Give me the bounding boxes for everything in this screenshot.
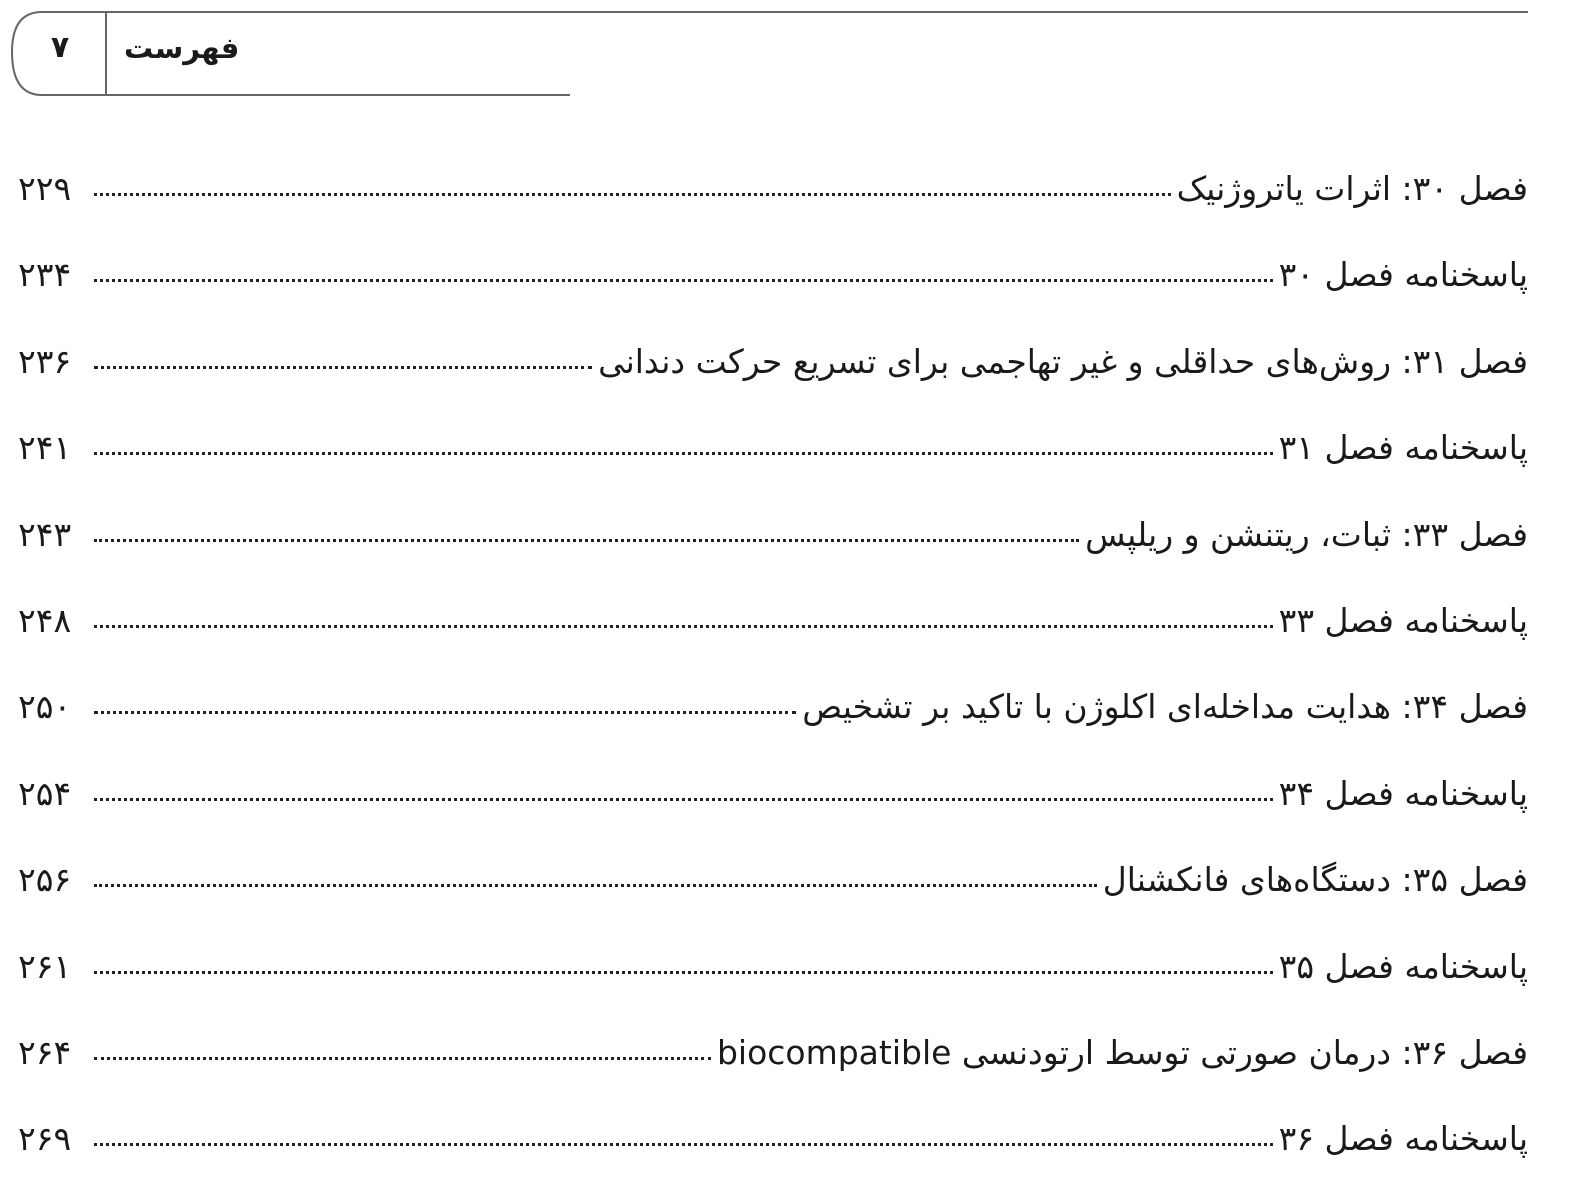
toc-entry-title: پاسخنامه فصل ۳۰ [1278,255,1528,295]
toc-entry-title: پاسخنامه فصل ۳۶ [1278,1119,1528,1159]
toc-entry-page: ۲۲۹ [18,169,72,208]
toc-entry[interactable] [18,399,1528,485]
toc-entry-title: فصل ۳۵: دستگاه‌های فانکشنال [1102,860,1528,900]
dot-leader [94,572,1273,632]
dot-leader [94,399,1273,459]
toc-entry[interactable] [18,1090,1528,1176]
toc-entry-page: ۲۳۴ [18,255,72,295]
toc-entry-page: ۲۴۱ [18,428,72,468]
section-title: فهرست [124,31,240,65]
toc-entry-title: پاسخنامه فصل ۳۳ [1278,600,1528,640]
dot-leader [94,918,1273,978]
toc-entry-title: فصل ۳۶: درمان صورتی توسط ارتودنسی biocompatible [716,1032,1528,1072]
toc-entry-page: ۲۶۴ [18,1032,72,1072]
toc-entry-page: ۲۴۸ [18,600,72,640]
toc-entry-title: پاسخنامه فصل ۳۵ [1278,946,1528,986]
dot-leader [94,486,1079,546]
toc-entry[interactable] [18,140,1528,226]
page-number: ۷ [50,30,70,65]
dot-leader [94,226,1273,286]
dot-leader [94,658,796,718]
dot-leader [94,745,1273,805]
running-header [0,0,1583,110]
toc-entry[interactable] [18,831,1528,917]
dot-leader [94,1090,1273,1150]
toc-entry[interactable] [18,658,1528,744]
toc-entry-page: ۲۵۰ [18,687,72,727]
toc-entry[interactable] [18,745,1528,831]
toc-entry-page: ۲۳۶ [18,341,72,381]
toc-entry[interactable] [18,313,1528,399]
toc-entry-title: فصل ۳۳: ثبات، ریتنشن و ریلپس [1085,514,1528,554]
toc-entry-page: ۲۶۱ [18,946,72,986]
dot-leader [94,831,1097,891]
toc-entry-title: فصل ۳۴: هدایت مداخله‌ای اکلوژن با تاکید بر تشخیص [802,687,1528,727]
toc-entry-title: فصل ۳۰: اثرات یاتروژنیک [1176,169,1528,208]
table-of-contents [18,140,1528,1177]
toc-entry[interactable] [18,918,1528,1004]
toc-entry[interactable] [18,486,1528,572]
toc-entry-title: فصل ۳۱: روش‌های حداقلی و غیر تهاجمی برای تسریع حرکت دندانی [598,341,1528,381]
toc-entry-title: پاسخنامه فصل ۳۴ [1278,773,1528,813]
toc-entry[interactable] [18,1004,1528,1090]
toc-entry[interactable] [18,572,1528,658]
dot-leader [94,313,592,373]
dot-leader [94,140,1171,200]
toc-entry[interactable] [18,226,1528,312]
dot-leader [94,1004,711,1064]
toc-entry-title: پاسخنامه فصل ۳۱ [1278,428,1528,468]
toc-entry-page: ۲۵۶ [18,860,72,900]
toc-entry-page: ۲۴۳ [18,514,72,554]
toc-entry-page: ۲۵۴ [18,773,72,813]
toc-entry-page: ۲۶۹ [18,1119,72,1159]
